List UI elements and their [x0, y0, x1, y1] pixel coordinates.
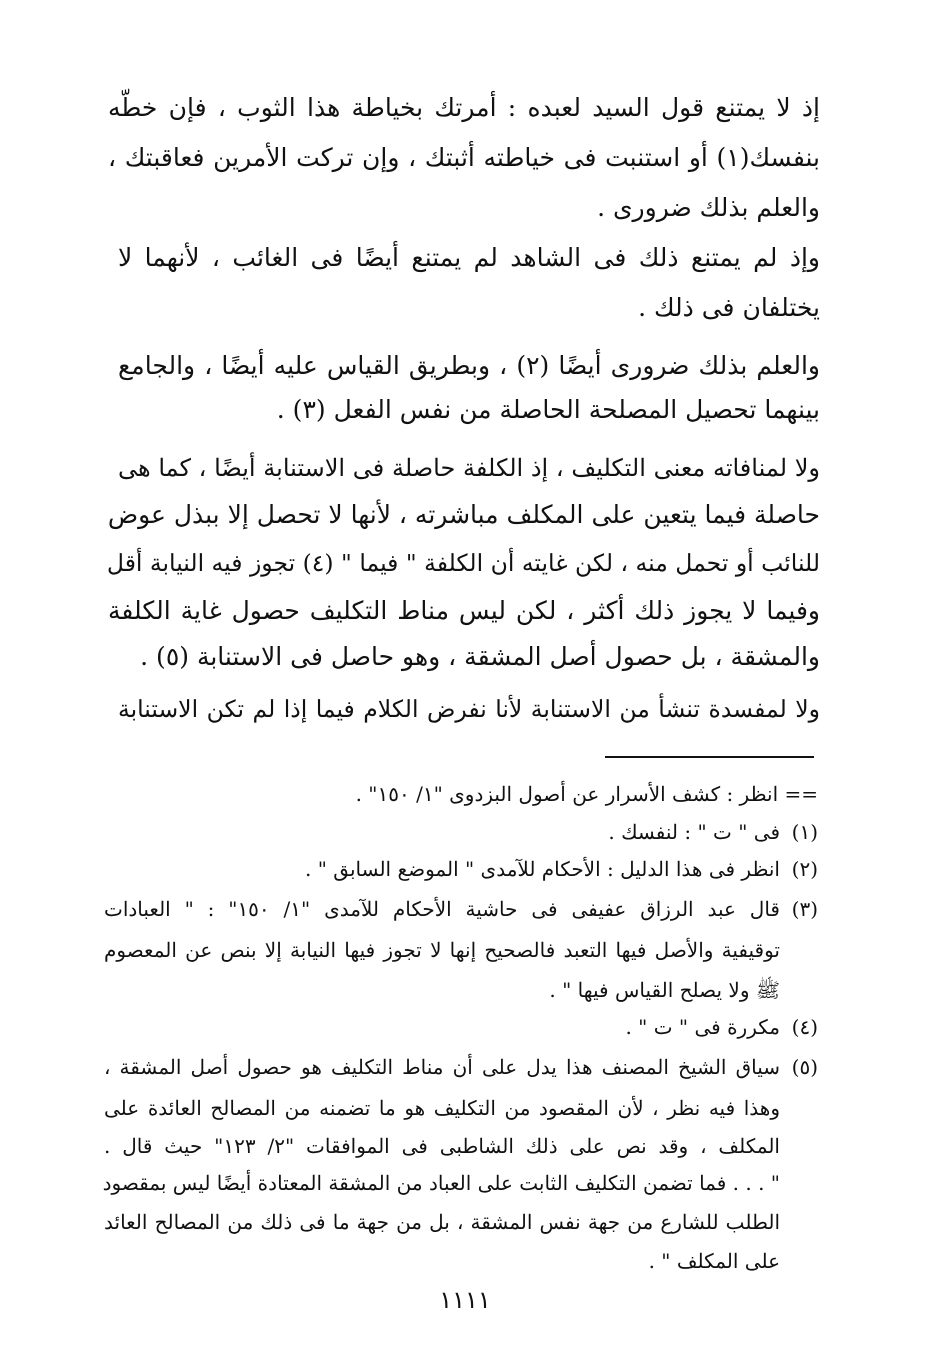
main-line: بينهما تحصيل المصلحة الحاصلة من نفس الفعل (٣) . — [276, 395, 820, 424]
footnote-number: (٥) — [791, 1055, 818, 1079]
footnote-line: وهذا فيه نظر ، لأن المقصود من التكليف هو ما تضمنه من المصالح العائدة على — [104, 1096, 780, 1120]
main-line: للنائب أو تحمل منه ، لكن غايته أن الكلفة " فيما " (٤) تجوز فيه النيابة أقل — [106, 549, 820, 577]
footnote-number: (٢) — [791, 857, 818, 881]
main-line: ولا لمنافاته معنى التكليف ، إذ الكلفة حاصلة فى الاستنابة أيضًا ، كما هى — [118, 454, 820, 482]
main-line: إذ لا يمتنع قول السيد لعبده : أمرتك بخياطة هذا الثوب ، فإن خطّه — [108, 93, 820, 122]
footnote-line: ﷺ ولا يصلح القياس فيها " . — [549, 978, 780, 1002]
footnote-line: " . . . فما تضمن التكليف الثابت على العباد من المشقة المعتادة أيضًا ليس بمقصود — [102, 1171, 780, 1195]
main-line: حاصلة فيما يتعين على المكلف مباشرته ، لأنها لا تحصل إلا ببذل عوض — [107, 500, 820, 529]
main-line: وإذ لم يمتنع ذلك فى الشاهد لم يمتنع أيضًا فى الغائب ، لأنهما لا — [118, 243, 820, 272]
footnote-number: (٤) — [791, 1015, 818, 1039]
footnote-line: المكلف ، وقد نص على ذلك الشاطبى فى الموافقات "٢/ ١٢٣" حيث قال . — [104, 1134, 780, 1158]
footnote-line: قال عبد الرزاق عفيفى فى حاشية الأحكام للآمدى "١/ ١٥٠" : " العبادات — [104, 897, 780, 921]
footnote-number: (١) — [791, 820, 818, 844]
footnote-number: (٣) — [791, 897, 818, 921]
footnote-line: الطلب للشارع من جهة نفس المشقة ، بل من جهة ما فى ذلك من المصالح العائد — [104, 1210, 780, 1234]
footnote-line: فى " ت " : لنفسك . — [608, 820, 780, 844]
footnote-line: مكررة فى " ت " . — [625, 1015, 780, 1039]
main-line: ولا لمفسدة تنشأ من الاستنابة لأنا نفرض الكلام فيما إذا لم تكن الاستنابة — [118, 695, 820, 723]
main-line: والمشقة ، بل حصول أصل المشقة ، وهو حاصل فى الاستنابة (٥) . — [140, 642, 820, 671]
page-number: ١١١١ — [439, 1286, 491, 1314]
main-line: بنفسك(١) أو استنبت فى خياطته أثبتك ، وإن تركت الأمرين فعاقبتك ، — [108, 143, 820, 172]
footnote-continuation: == انظر : كشف الأسرار عن أصول البزدوى "١/ ١٥٠" . — [355, 782, 818, 806]
footnote-line: على المكلف " . — [648, 1249, 780, 1273]
footnote-line: توقيفية والأصل فيها التعبد فالصحيح إنها لا تجوز فيها النيابة إلا بنص عن المعصوم — [104, 938, 780, 962]
main-line: والعلم بذلك ضرورى أيضًا (٢) ، وبطريق القياس عليه أيضًا ، والجامع — [118, 351, 820, 380]
main-line: يختلفان فى ذلك . — [638, 293, 820, 322]
footnote-line: سياق الشيخ المصنف هذا يدل على أن مناط التكليف هو حصول أصل المشقة ، — [104, 1055, 780, 1079]
footnote-separator — [605, 756, 814, 758]
main-line: والعلم بذلك ضرورى . — [597, 193, 820, 222]
footnote-line: انظر فى هذا الدليل : الأحكام للآمدى " الموضع السابق " . — [305, 857, 780, 881]
main-line: وفيما لا يجوز ذلك أكثر ، لكن ليس مناط التكليف حصول غاية الكلفة — [108, 596, 820, 625]
